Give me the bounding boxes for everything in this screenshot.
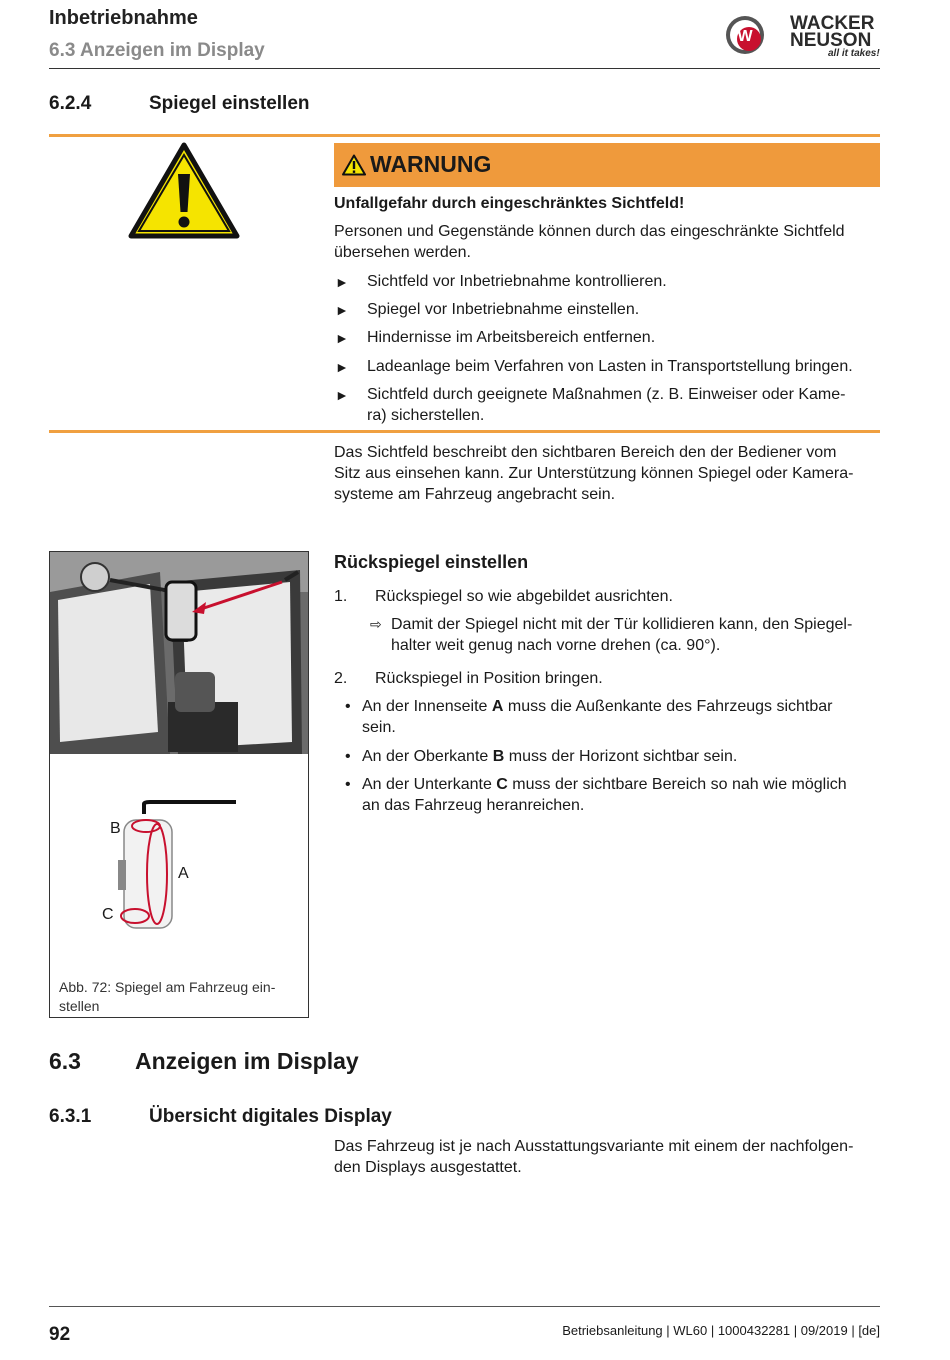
figure-mirror [49,551,309,1018]
result-arrow-icon: ⇨ [370,616,382,632]
figure-caption [59,978,299,1016]
section-number: 6.3 [49,1048,81,1074]
bullet-arrow-icon: ► [335,302,349,318]
figure-label-c: C [102,906,114,923]
step-text: Rückspiegel in Position bringen. [375,670,603,687]
intro-line: systeme am Fahrzeug angebracht sein. [334,486,616,503]
figure-label-b: B [110,820,121,837]
warning-small-icon [342,154,366,176]
warning-heading: Unfallgefahr durch eingeschränktes Sichtfeld! [334,195,685,212]
cab-photo [50,552,308,754]
mirror-bullet: An der Innenseite A muss die Außenkante des Fahrzeugs sichtbar [362,698,833,715]
step-number: 2. [334,670,348,687]
page-number: 92 [49,1324,71,1345]
bullet-arrow-icon: ► [335,387,349,403]
mirror-drawing [50,782,308,942]
logo-emblem-icon [726,16,764,54]
warning-triangle-icon [128,142,240,239]
body-line: den Displays ausgestattet. [334,1159,522,1176]
warning-bullet: Hindernisse im Arbeitsbereich entfernen. [367,329,656,346]
warning-bullet: Sichtfeld vor Inbetriebnahme kontrollieren. [367,273,667,290]
warning-top-rule [49,134,880,137]
bullet-arrow-icon: ► [335,359,349,375]
warning-bullet-line2: ra) sicherstellen. [367,407,485,424]
mirror-bullet-line2: sein. [362,719,396,736]
header-divider [49,68,880,69]
intro-line: Das Sichtfeld beschreibt den sichtbaren Bereich den der Bediener vom [334,444,837,461]
wacker-neuson-logo [726,14,882,64]
caption-line: Abb. 72: Spiegel am Fahrzeug ein- [59,979,276,995]
header-subtitle: 6.3 Anzeigen im Display [49,40,265,61]
figure-label-a: A [178,865,189,882]
bullet-arrow-icon: ► [335,330,349,346]
section-number: 6.2.4 [49,93,92,114]
warning-bullet-line1: Sichtfeld durch geeignete Maßnahmen (z. B. Einweiser oder Kame- [367,386,846,403]
logo-text-line2: NEUSON [790,30,872,51]
logo-tagline: all it takes! [828,48,880,59]
section-title: Spiegel einstellen [149,93,310,114]
step-text: Rückspiegel so wie abgebildet ausrichten. [375,588,673,605]
mirror-bullet-line2: an das Fahrzeug heranreichen. [362,797,585,814]
footer-divider [49,1306,880,1307]
warning-text: Personen und Gegenstände können durch das eingeschränkte Sichtfeld übersehen werden. [334,223,845,261]
warning-bottom-rule [49,430,880,433]
bullet-dot-icon: • [345,698,351,715]
mirror-heading: Rückspiegel einstellen [334,552,529,572]
bullet-dot-icon: • [345,776,351,793]
intro-line: Sitz aus einsehen kann. Zur Unterstützung können Spiegel oder Kamera- [334,465,854,482]
warning-bullet: Spiegel vor Inbetriebnahme einstellen. [367,301,640,318]
result-line2: halter weit genug nach vorne drehen (ca. 90°). [391,637,721,654]
mirror-bullet: An der Unterkante C muss der sichtbare Bereich so nah wie möglich [362,776,847,793]
logo-text-line1: WACKER [790,13,875,34]
step-number: 1. [334,588,348,605]
warning-banner [334,143,880,187]
section-title: Anzeigen im Display [135,1048,359,1074]
section-title: Übersicht digitales Display [149,1106,392,1127]
bullet-dot-icon: • [345,748,351,765]
body-line: Das Fahrzeug ist je nach Ausstattungsvariante mit einem der nachfolgen- [334,1138,854,1155]
mirror-bullet: An der Oberkante B muss der Horizont sichtbar sein. [362,748,738,765]
warning-label: WARNUNG [370,151,492,177]
bullet-arrow-icon: ► [335,274,349,290]
footer-text: Betriebsanleitung | WL60 | 1000432281 | 09/2019 | [de] [562,1323,880,1338]
warning-bullet: Ladeanlage beim Verfahren von Lasten in Transportstellung bringen. [367,358,853,375]
header-title: Inbetriebnahme [49,7,198,29]
caption-line: stellen [59,998,100,1014]
section-number: 6.3.1 [49,1106,92,1127]
result-line1: Damit der Spiegel nicht mit der Tür kollidieren kann, den Spiegel- [391,616,853,633]
logo-letter: W [737,28,753,45]
